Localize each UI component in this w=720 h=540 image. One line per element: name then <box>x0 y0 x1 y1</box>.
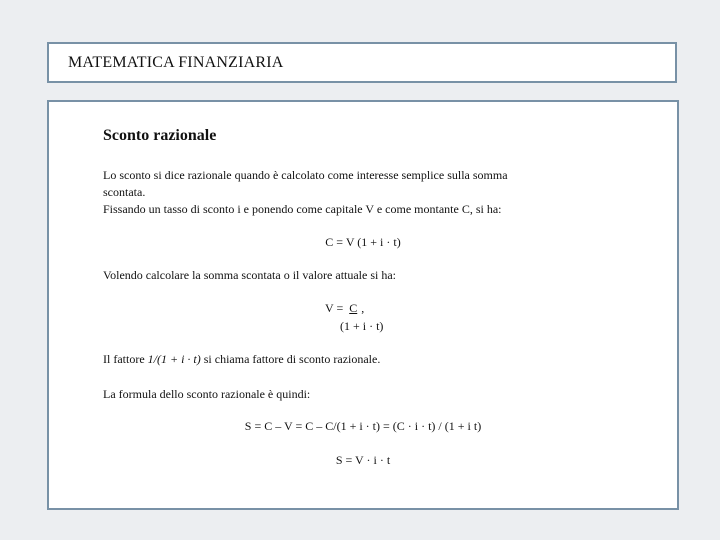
fattore-post: si chiama fattore di sconto razionale. <box>203 352 381 366</box>
paragraph-definition <box>103 167 508 218</box>
fraction-denominator: (1 + i · t) <box>340 319 384 333</box>
paragraph-line: scontata. <box>103 185 146 199</box>
fattore-pre: Il fattore <box>103 352 145 366</box>
fraction-numerator-line <box>325 301 364 316</box>
paragraph-valore-attuale: Volendo calcolare la somma scontata o il valore attuale si ha: <box>103 268 397 282</box>
fraction-numerator: C <box>349 301 358 315</box>
formula-sconto-finale: S = V · i · t <box>335 453 391 467</box>
fraction-trail: , <box>361 301 365 315</box>
formula-montante: C = V (1 + i · t) <box>325 235 401 249</box>
formula-sconto: S = C – V = C – C/(1 + i · t) = (C · i · t) / (1 + i t) <box>244 419 482 433</box>
paragraph-fattore <box>103 351 380 368</box>
fattore-expression: 1/(1 + i · t) <box>147 352 201 366</box>
fraction-lhs: V = <box>325 301 344 315</box>
paragraph-line: Fissando un tasso di sconto i e ponendo come capitale V e come montante C, si ha: <box>103 202 502 216</box>
paragraph-line: Lo sconto si dice razionale quando è calcolato come interesse semplice sulla somma <box>103 168 508 182</box>
title-bar <box>47 42 677 83</box>
slide-title: MATEMATICA FINANZIARIA <box>68 54 284 71</box>
paragraph-formula-intro: La formula dello sconto razionale è quindi: <box>103 387 311 401</box>
content-panel <box>47 100 679 510</box>
section-heading: Sconto razionale <box>103 127 217 144</box>
